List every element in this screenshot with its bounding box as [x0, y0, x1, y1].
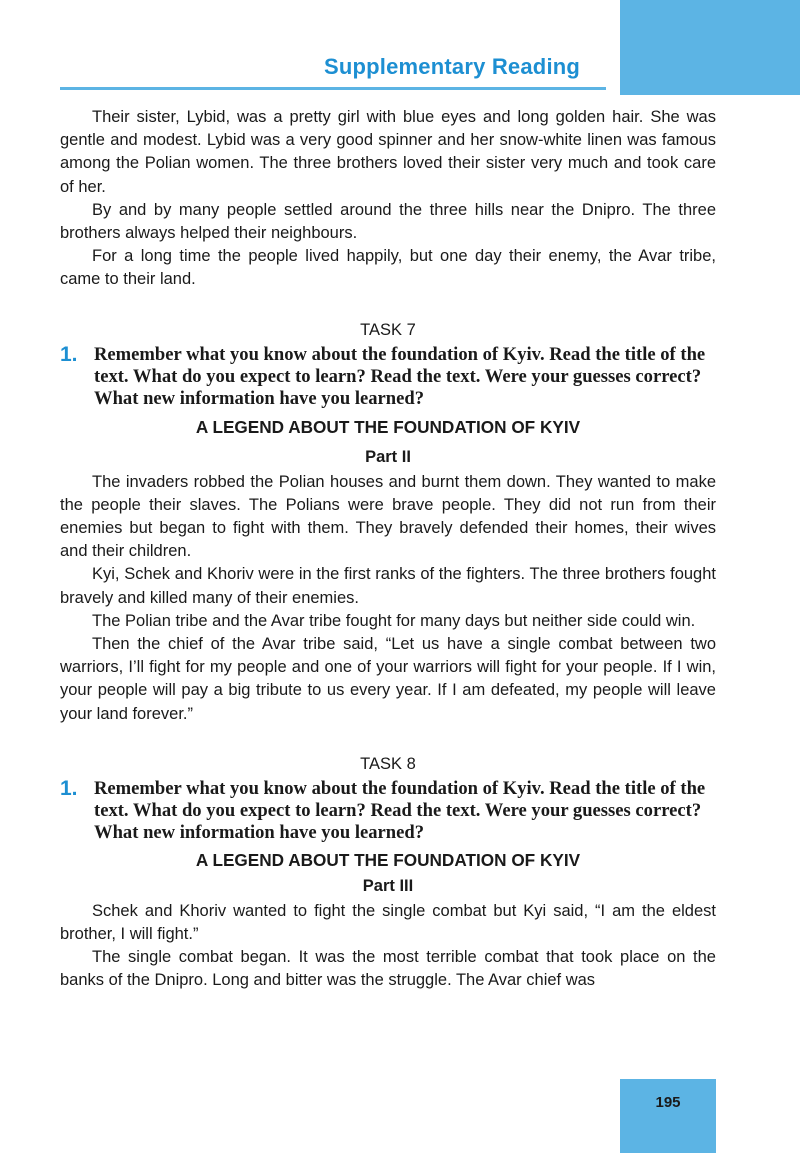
task-7-paragraph-3: The Polian tribe and the Avar tribe fought for many days but neither side could win.: [92, 611, 696, 630]
page-number: 195: [655, 1094, 681, 1111]
task-8-paragraph-1: Schek and Khoriv wanted to fight the single combat but Kyi said, “I am the eldest brother, I will fight.”: [60, 901, 716, 944]
task-7-legend-title: A LEGEND ABOUT THE FOUNDATION OF KYIV: [195, 416, 581, 437]
intro-paragraph-3: For a long time the people lived happily, but one day their enemy, the Avar tribe, came to their land.: [60, 247, 716, 289]
header-rule: [60, 87, 606, 90]
task-8-question-number: 1.: [60, 776, 78, 800]
task-7-question-number: 1.: [60, 342, 78, 366]
intro-paragraph-1: Their sister, Lybid, was a pretty girl with blue eyes and long golden hair. She was gentle and modest. Lybid was a very good spinner and her snow-white linen was famous among the Polian women. The three brothers loved their sister very much and took care of her.: [60, 108, 716, 196]
page-content: [60, 106, 716, 993]
task-7-paragraph-1: The invaders robbed the Polian houses and burnt them down. They wanted to make the people their slaves. The Polians were brave people. They did not run from their enemies but began to fight with them. They bravely defended their homes, their wives and their children.: [60, 472, 716, 561]
page-number-tab: [620, 1079, 716, 1153]
task-8-paragraph-2: The single combat began. It was the most terrible combat that took place on the banks of the Dnipro. Long and bitter was the struggle. The Avar chief was: [60, 948, 716, 990]
task-8-text: [60, 900, 716, 993]
section-title: Supplementary Reading: [324, 54, 581, 79]
task-8-legend-title: A LEGEND ABOUT THE FOUNDATION OF KYIV: [195, 849, 581, 870]
task-8-label: TASK 8: [360, 754, 416, 773]
task-7-label: TASK 7: [360, 320, 416, 339]
task-8-question: [60, 778, 716, 844]
intro-paragraph-2: By and by many people settled around the three hills near the Dnipro. The three brothers always helped their neighbours.: [60, 200, 716, 243]
task-7-question-text: Remember what you know about the foundation of Kyiv. Read the title of the text. What do you expect to learn? Read the text. Were your guesses correct? What new information have you learned?: [94, 343, 706, 409]
task-8-question-text: Remember what you know about the foundation of Kyiv. Read the title of the text. What do you expect to learn? Read the text. Were your guesses correct? What new information have you learned?: [94, 777, 706, 843]
task-7-text: [60, 471, 716, 726]
task-7-question: [60, 344, 716, 410]
task-7-paragraph-4: Then the chief of the Avar tribe said, “Let us have a single combat between two warriors, I’ll fight for my people and one of your warriors will fight for your people. If I win, your people will pay a big tribute to us every year. If I am defeated, my people will leave your land forever.”: [60, 635, 716, 723]
task-7-paragraph-2: Kyi, Schek and Khoriv were in the first ranks of the fighters. The three brothers fought bravely and killed many of their enemies.: [60, 565, 716, 607]
corner-accent-tab: [620, 0, 800, 95]
task-8-part-title: Part III: [362, 876, 414, 895]
task-7-part-title: Part II: [365, 447, 411, 466]
